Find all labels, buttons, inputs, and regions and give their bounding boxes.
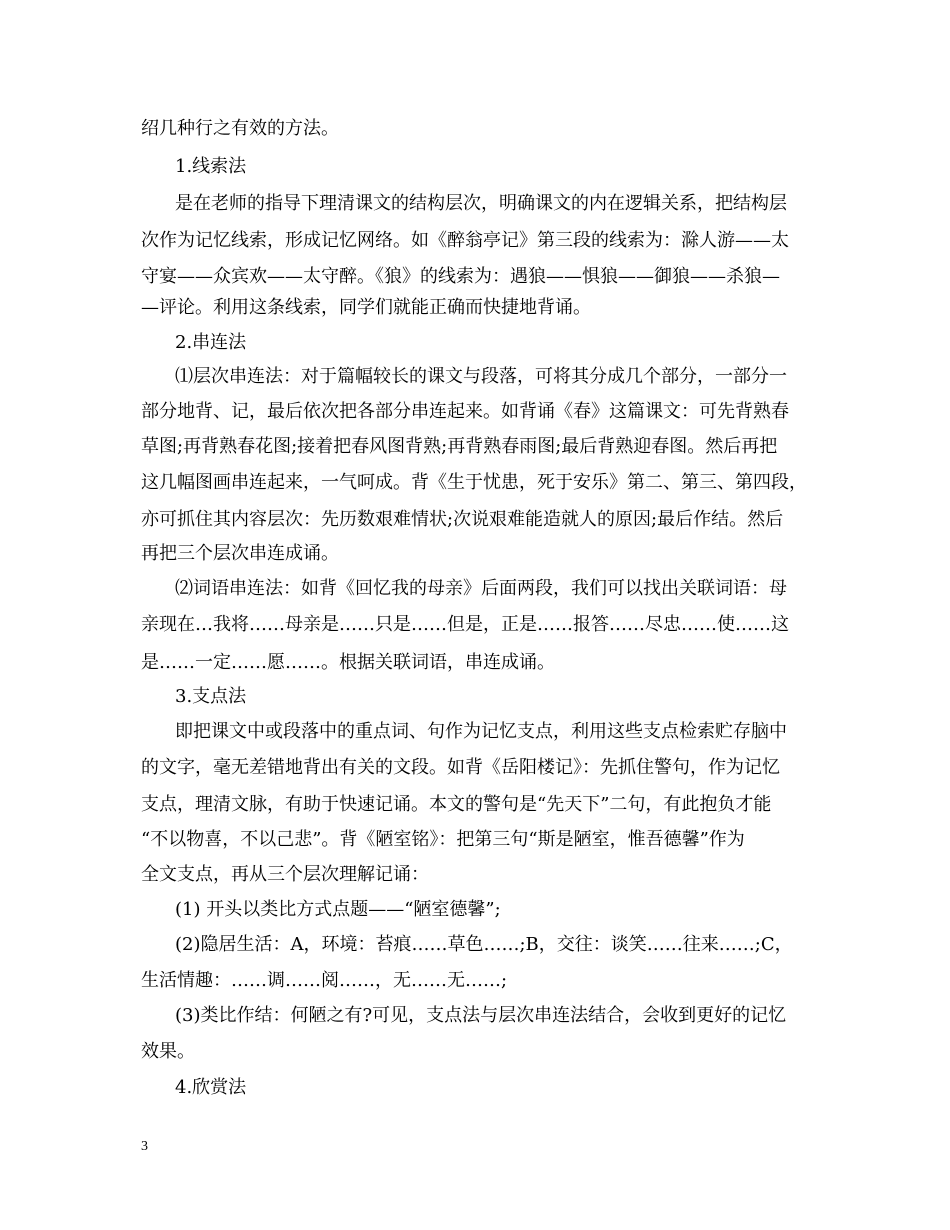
paragraph-line: 的文字，毫无差错地背出有关的文段。如背《岳阳楼记》：先抓住警句，作为记忆 <box>141 757 780 778</box>
paragraph-line: 支点，理清文脉，有助于快速记诵。本文的警句是“先天下”二句，有此抱负才能 <box>141 794 772 815</box>
section-heading: 3.支点法 <box>175 686 247 707</box>
paragraph-line: 是……一定……愿……。根据关联词语，串连成诵。 <box>141 652 555 673</box>
paragraph-line: 亲现在…我将……母亲是……只是……但是，正是……报答……尽忠……使……这 <box>141 614 789 635</box>
paragraph-line: 绍几种行之有效的方法。 <box>141 118 339 139</box>
paragraph-line: 草图;再背熟春花图;接着把春风图背熟;再背熟春雨图;最后背熟迎春图。然后再把 <box>141 436 778 457</box>
paragraph-line: 效果。 <box>141 1041 195 1062</box>
paragraph-line: 次作为记忆线索，形成记忆网络。如《醉翁亭记》第三段的线索为：滁人游——太 <box>141 230 789 251</box>
paragraph-line: 这几幅图画串连起来，一气呵成。背《生于忧患，死于安乐》第二、第三、第四段， <box>141 472 807 493</box>
list-item: (3)类比作结：何陋之有?可见，支点法与层次串连法结合，会收到更好的记忆 <box>175 1005 787 1026</box>
paragraph-line: 生活情趣：……调……阅……，无……无……; <box>141 970 508 991</box>
list-item: (2)隐居生活：A，环境：苔痕……草色……;B，交往：谈笑……往来……;C， <box>175 934 793 955</box>
paragraph-line: 守宴——众宾欢——太守醉。《狼》的线索为：遇狼——惧狼——御狼——杀狼— <box>141 266 780 287</box>
section-heading: 2.串连法 <box>175 332 247 353</box>
list-item: (1) 开头以类比方式点题——“陋室德馨”; <box>175 899 501 920</box>
paragraph-line: 全文支点，再从三个层次理解记诵： <box>141 864 429 885</box>
paragraph-line: ⑵词语串连法：如背《回忆我的母亲》后面两段，我们可以找出关联词语：母 <box>175 578 787 599</box>
paragraph-line: 再把三个层次串连成诵。 <box>141 543 339 564</box>
paragraph-line: 即把课文中或段落中的重点词、句作为记忆支点，利用这些支点检索贮存脑中 <box>175 721 787 742</box>
paragraph-line: 是在老师的指导下理清课文的结构层次，明确课文的内在逻辑关系，把结构层 <box>175 193 787 214</box>
paragraph-line: 部分地背、记，最后依次把各部分串连起来。如背诵《春》这篇课文：可先背熟春 <box>141 401 789 422</box>
paragraph-line: —评论。利用这条线索，同学们就能正确而快捷地背诵。 <box>141 297 591 318</box>
section-heading: 1.线索法 <box>175 156 247 177</box>
paragraph-line: 亦可抓住其内容层次：先历数艰难情状;次说艰难能造就人的原因;最后作结。然后 <box>141 509 784 530</box>
page-number: 3 <box>141 1139 148 1154</box>
paragraph-line: ⑴层次串连法：对于篇幅较长的课文与段落，可将其分成几个部分，一部分一 <box>175 366 787 387</box>
section-heading: 4.欣赏法 <box>175 1077 247 1098</box>
paragraph-line: “不以物喜，不以己悲”。背《陋室铭》：把第三句“斯是陋室，惟吾德馨”作为 <box>141 829 745 850</box>
